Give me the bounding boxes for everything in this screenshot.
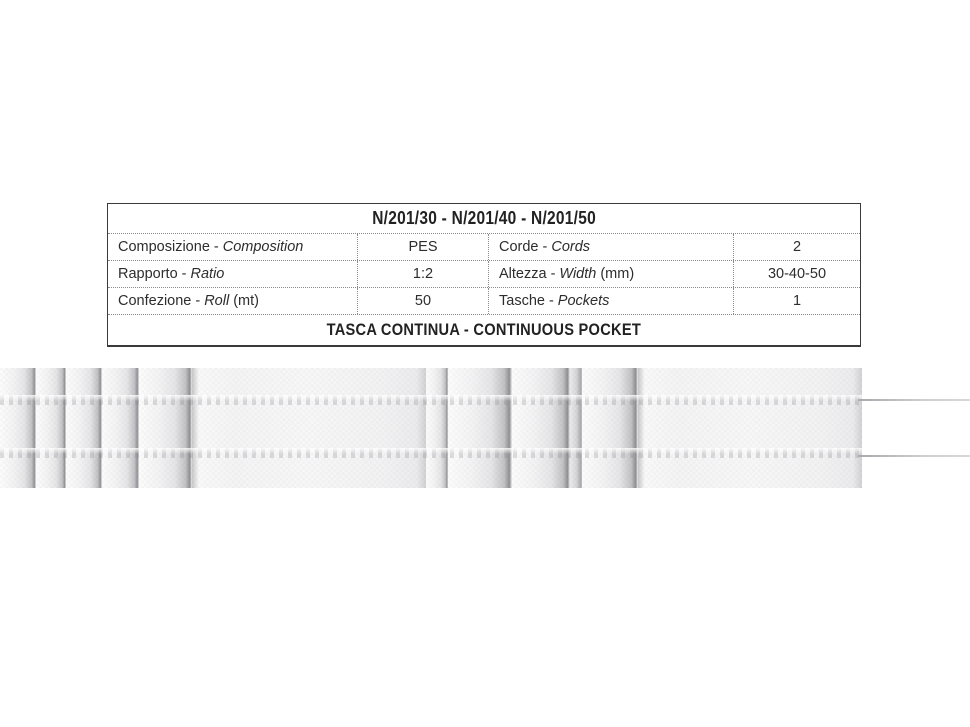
spec-row-ratio — [108, 261, 860, 288]
width-value: 30-40-50 — [733, 261, 860, 287]
cords-value: 2 — [733, 234, 860, 260]
tape-pleat — [0, 368, 36, 488]
roll-value: 50 — [357, 288, 488, 314]
tape-pleat — [448, 368, 512, 488]
composition-label: Composizione - Composition — [118, 239, 304, 255]
roll-label: Confezione - Roll (mt) — [118, 293, 259, 309]
tape-pleat — [582, 368, 638, 488]
composition-value: PES — [357, 234, 488, 260]
ratio-value: 1:2 — [357, 261, 488, 287]
tape-pleat — [512, 368, 570, 488]
tape-pleat — [139, 368, 192, 488]
tape-pleat — [66, 368, 102, 488]
pockets-label: Tasche - Pockets — [488, 288, 733, 314]
tape-pleat — [426, 368, 448, 488]
spec-row-roll — [108, 288, 860, 315]
draw-cord-top — [858, 399, 970, 401]
tape-flat-panel — [192, 368, 426, 488]
spec-table — [107, 203, 861, 347]
pockets-value: 1 — [733, 288, 860, 314]
width-label: Altezza - Width (mm) — [488, 261, 733, 287]
tape-pleat — [36, 368, 66, 488]
pocket-type-text: TASCA CONTINUA - CONTINUOUS POCKET — [326, 320, 642, 339]
draw-cord-bottom — [858, 455, 970, 457]
tape-pleat — [102, 368, 139, 488]
pocket-type-footer — [108, 315, 860, 345]
product-codes-text: N/201/30 - N/201/40 - N/201/50 — [372, 208, 596, 228]
cords-label: Corde - Cords — [488, 234, 733, 260]
product-codes-title — [108, 204, 860, 234]
ratio-label: Rapporto - Ratio — [118, 266, 225, 282]
spec-row-composition — [108, 234, 860, 261]
tape-flat-panel — [638, 368, 862, 488]
pleated-tape-image — [0, 368, 862, 488]
tape-pleat — [570, 368, 582, 488]
